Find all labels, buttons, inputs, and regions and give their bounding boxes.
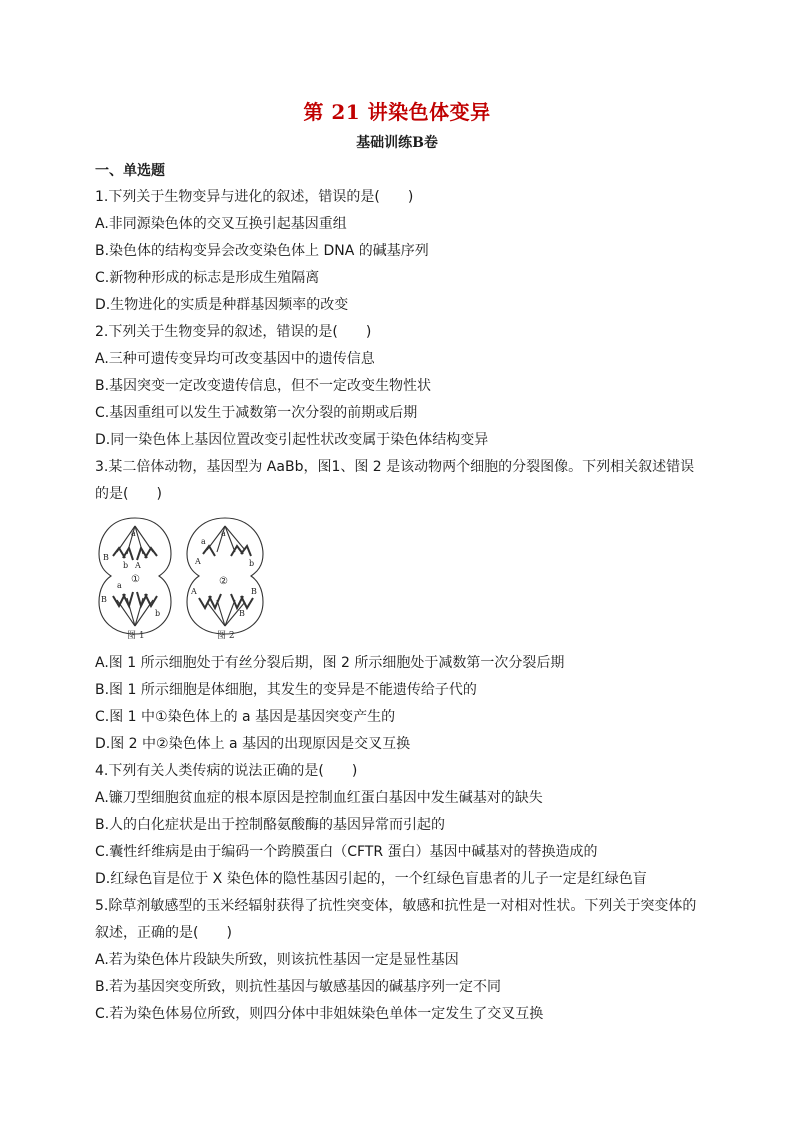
gene-label: A <box>135 561 141 570</box>
question-list <box>95 184 705 1028</box>
question-option: C.图 1 中①染色体上的 a 基因是基因突变产生的 <box>95 709 396 725</box>
gene-label: b <box>155 609 161 618</box>
gene-label: A <box>191 587 197 596</box>
question-option: A.非同源染色体的交叉互换引起基因重组 <box>95 216 347 232</box>
gene-label: B <box>239 609 245 618</box>
question-option: C.基因重组可以发生于减数第一次分裂的前期或后期 <box>95 405 418 421</box>
question-option: B.图 1 所示细胞是体细胞，其发生的变异是不能遗传给子代的 <box>95 682 477 698</box>
figure-2-caption: 图 2 <box>217 631 235 641</box>
cell-division-figure <box>95 512 275 644</box>
question-option: A.镰刀型细胞贫血症的根本原因是控制血红蛋白基因中发生碱基对的缺失 <box>95 790 543 806</box>
question-option: C.囊性纤维病是由于编码一个跨膜蛋白（CFTR 蛋白）基因中碱基对的替换造成的 <box>95 844 598 860</box>
gene-label: a <box>201 537 206 546</box>
question-option: A.三种可遗传变异均可改变基因中的遗传信息 <box>95 351 375 367</box>
gene-label: a <box>221 529 226 538</box>
question-option: D.图 2 中②染色体上 a 基因的出现原因是交叉互换 <box>95 736 411 752</box>
question-option: B.基因突变一定改变遗传信息，但不一定改变生物性状 <box>95 378 432 394</box>
figure-1-caption: 图 1 <box>127 631 145 641</box>
cell-diagram-svg <box>95 512 275 642</box>
question-option: C.若为染色体易位所致，则四分体中非姐妹染色单体一定发生了交叉互换 <box>95 1006 544 1022</box>
gene-label: B <box>103 553 109 562</box>
question-option: B.染色体的结构变异会改变染色体上 DNA 的碱基序列 <box>95 243 429 259</box>
gene-label: b <box>249 559 255 568</box>
question-option: A.若为染色体片段缺失所致，则该抗性基因一定是显性基因 <box>95 952 459 968</box>
cell-number: ② <box>219 576 228 587</box>
question-option: A.图 1 所示细胞处于有丝分裂后期，图 2 所示细胞处于减数第一次分裂后期 <box>95 655 565 671</box>
question-option: C.新物种形成的标志是形成生殖隔离 <box>95 270 320 286</box>
question-option: D.同一染色体上基因位置改变引起性状改变属于染色体结构变异 <box>95 432 489 448</box>
question-stem: 4.下列有关人类传病的说法正确的是( ) <box>95 763 358 779</box>
cell-number: ① <box>131 574 140 585</box>
page-subtitle: 基础训练B卷 <box>356 135 438 151</box>
page-title: 第 21 讲染色体变异 <box>303 100 491 124</box>
gene-label: a <box>131 529 136 538</box>
gene-label: A <box>195 557 201 566</box>
question-stem: 3.某二倍体动物，基因型为 AaBb，图1、图 2 是该动物两个细胞的分裂图像。下列相关叙述错误的是( ) <box>95 459 695 502</box>
gene-label: b <box>123 561 129 570</box>
question-stem: 1.下列关于生物变异与进化的叙述，错误的是( ) <box>95 189 414 205</box>
question-option: D.红绿色盲是位于 X 染色体的隐性基因引起的，一个红绿色盲患者的儿子一定是红绿色盲 <box>95 871 647 887</box>
gene-label: B <box>251 587 257 596</box>
question-option: B.若为基因突变所致，则抗性基因与敏感基因的碱基序列一定不同 <box>95 979 502 995</box>
question-option: B.人的白化症状是出于控制酪氨酸酶的基因异常而引起的 <box>95 817 446 833</box>
section-heading: 一、单选题 <box>95 163 165 179</box>
gene-label: B <box>101 595 107 604</box>
gene-label: a <box>117 581 122 590</box>
question-stem: 5.除草剂敏感型的玉米经辐射获得了抗性突变体，敏感和抗性是一对相对性状。下列关于突变体的叙述，正确的是( ) <box>95 898 697 941</box>
question-stem: 2.下列关于生物变异的叙述，错误的是( ) <box>95 324 372 340</box>
question-option: D.生物进化的实质是种群基因频率的改变 <box>95 297 349 313</box>
